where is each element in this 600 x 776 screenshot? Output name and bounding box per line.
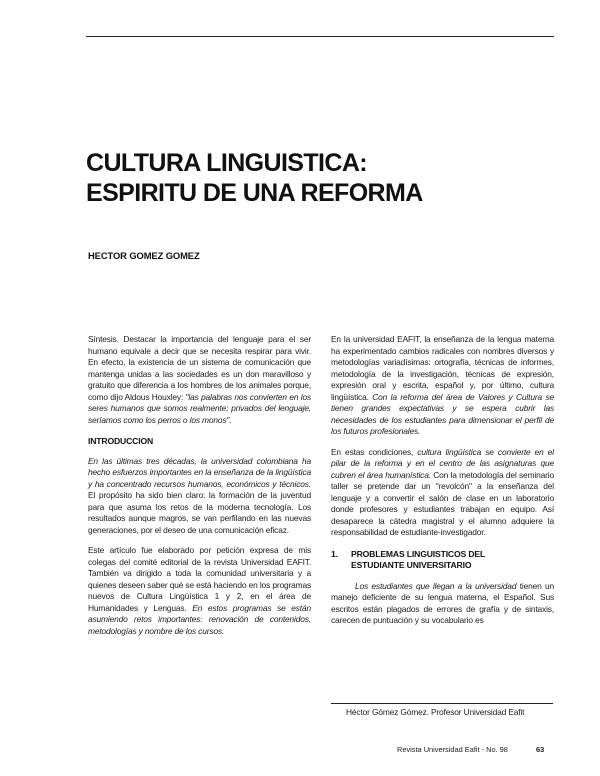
intro-text: El propósito ha sido bien claro: la formación de la juventud para que asuma los retos de la moderna tecnología. Los resultados aunque magros, se van perfilando en las nuevas generaciones, por el deseo de una comunicación eficaz. bbox=[88, 490, 311, 535]
conditions-paragraph bbox=[331, 447, 554, 539]
conditions-text-start: En estas condiciones, bbox=[331, 446, 418, 457]
section-text: tienen un manejo deficiente de su lengua materna, el Español. Sus escritos están plagados de errores de grafía y de sintaxis, carecen de puntuación y su vocabulario es bbox=[331, 580, 554, 625]
left-column bbox=[88, 334, 311, 637]
synthesis-quote: "las palabras nos convierten en los seres humanos que somos realmente; privados del lenguaje, seríamos como los perros o los monos". bbox=[88, 391, 312, 425]
article-title bbox=[86, 148, 506, 208]
title-line-2: ESPIRITU DE UNA REFORMA bbox=[86, 179, 423, 207]
section-paragraph bbox=[331, 581, 554, 627]
author-name: HECTOR GOMEZ GOMEZ bbox=[88, 250, 200, 261]
intro-paragraph bbox=[88, 456, 311, 537]
section-heading bbox=[331, 549, 554, 571]
section-title bbox=[351, 549, 554, 571]
article-purpose-text: Este artículo fue elaborado por petición expresa de mis colegas del comité editorial de la revista Universidad EAFIT. También va dirigido a toda la comunidad universitaria y a quienes deseen saber qué se está haciendo en los programas nuevos de Cultura Lingüística 1 y 2, en el área de Humanidades y Lenguas. bbox=[88, 545, 311, 613]
section-title-line-1: PROBLEMAS LINGUISTICOS DEL bbox=[351, 548, 486, 559]
article-purpose-italic: En estos programas se están asumiendo retos importantes: renovación de contenidos, metodologías y nombre de los cursos. bbox=[88, 602, 311, 636]
title-line-1: CULTURA LINGUISTICA: bbox=[86, 149, 368, 177]
section-number: 1. bbox=[331, 548, 338, 559]
conditions-italic: cultura lingüística se convierte en el pilar de la reforma y en el centro de las asignaturas que cubren el área humanística. bbox=[331, 446, 555, 480]
intro-italic: En las últimas tres décadas, la universidad colombiana ha hecho esfuerzos importantes en la enseñanza de la lingüística y ha concentrado recursos humanos, económicos y técnicos. bbox=[88, 455, 311, 489]
section-title-line-2: ESTUDIANTE UNIVERSITARIO bbox=[351, 559, 472, 570]
footer-journal: Revista Universidad Eafit - No. 98 bbox=[397, 745, 508, 754]
eafit-italic: Con la reforma del área de Valores y Cultura se tienen grandes expectativas y se espera cubrir las necesidades de los estudiantes para dimensionar el perfil de los futuros profesionales. bbox=[331, 391, 555, 436]
footnote-rule bbox=[331, 703, 553, 704]
intro-heading: INTRODUCCION bbox=[88, 436, 154, 446]
author-footnote: Héctor Gómez Gómez. Profesor Universidad Eafit bbox=[346, 707, 525, 717]
right-column bbox=[331, 334, 554, 627]
article-purpose-paragraph bbox=[88, 545, 311, 637]
synthesis-paragraph bbox=[88, 334, 311, 426]
eafit-text: En la universidad EAFIT, la enseñanza de la lengua materna ha experimentado cambios radicales con nombres diversos y metodologías variadísimas: ortografía, técnicas de informes, metodología de la investigación, técnicas de expresión, expresión oral y escrita, español y, por último, cultura lingüística. bbox=[331, 334, 554, 402]
page-number: 63 bbox=[536, 745, 545, 754]
synthesis-text: Síntesis. Destacar la importancia del lenguaje para el ser humano equivale a decir que se necesita respirar para vivir. En efecto, la existencia de un sistema de comunicación que mantenga unidas a las sociedades es un don maravilloso y gratuito que diferencia a los hombres de los animales porque, como dijo Aldous Houxley: bbox=[88, 334, 311, 402]
section-italic: Los estudiantes que llegan a la universidad bbox=[355, 580, 517, 591]
top-rule bbox=[86, 36, 554, 37]
eafit-paragraph bbox=[331, 334, 554, 438]
conditions-text-rest: Con la metodología del seminario taller se pretende dar un "revolcón" a la enseñanza del lenguaje y a convertir el salón de clase en un laboratorio donde profesores y estudiantes trabajan en equipo. Así desaparece la cátedra magistral y el alumno adquiere la responsabilidad de estudiante-investigador. bbox=[331, 469, 554, 537]
